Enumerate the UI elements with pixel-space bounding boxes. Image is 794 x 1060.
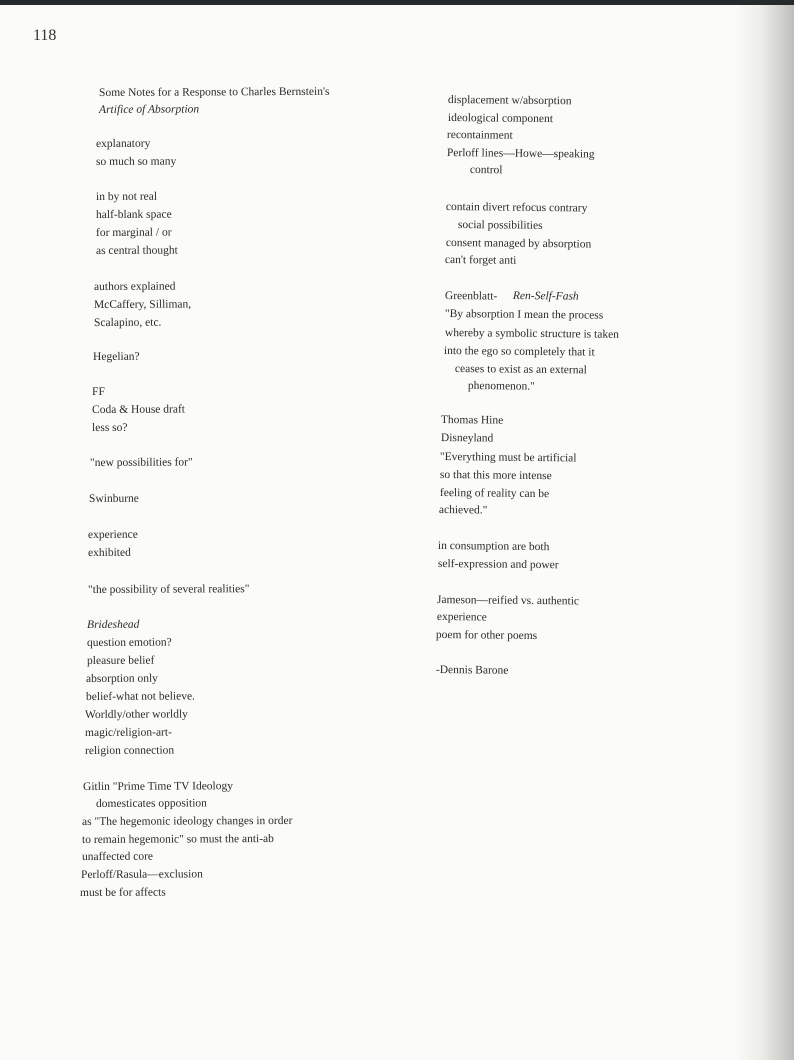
right-column-line: achieved." bbox=[438, 503, 488, 517]
right-column-line: Greenblatt- bbox=[444, 289, 498, 303]
left-column-line: "new possibilities for" bbox=[90, 456, 193, 469]
right-column-line: can't forget anti bbox=[444, 253, 517, 267]
right-column-line: experience bbox=[436, 610, 487, 624]
left-column-line: Coda & House draft bbox=[92, 403, 186, 416]
right-column-line: Jameson—reified vs. authentic bbox=[436, 593, 580, 608]
right-column-line: "Everything must be artificial bbox=[439, 450, 577, 465]
left-column-line: religion connection bbox=[85, 744, 175, 757]
right-column-line: contain divert refocus contrary bbox=[445, 200, 588, 215]
left-column-line: Worldly/other worldly bbox=[85, 708, 188, 721]
right-column-line: Thomas Hine bbox=[440, 413, 504, 427]
left-column-line: question emotion? bbox=[87, 636, 172, 649]
right-column-line: into the ego so completely that it bbox=[443, 344, 595, 359]
right-column-line: poem for other poems bbox=[435, 628, 538, 643]
right-column-line: social possibilities bbox=[457, 218, 543, 232]
left-column-line: half-blank space bbox=[96, 208, 172, 221]
left-column-line: pleasure belief bbox=[87, 654, 155, 667]
left-column-line: explanatory bbox=[96, 137, 151, 150]
right-column-line: whereby a symbolic structure is taken bbox=[444, 326, 620, 341]
left-column-line: magic/religion-art- bbox=[85, 726, 172, 739]
right-column-line: -Dennis Barone bbox=[435, 663, 509, 677]
right-column-line: "By absorption I mean the process bbox=[444, 307, 604, 322]
right-column-line: Ren-Self-Fash bbox=[512, 289, 579, 303]
left-column-line: to remain hegemonic" so must the anti-ab bbox=[82, 832, 274, 846]
left-column-line: domesticates opposition bbox=[96, 797, 207, 810]
left-column-line: absorption only bbox=[86, 672, 158, 685]
left-column-line: Gitlin "Prime Time TV Ideology bbox=[83, 780, 234, 793]
right-column-line: Perloff lines—Howe—speaking bbox=[446, 146, 595, 161]
right-column-line: displacement w/absorption bbox=[447, 93, 572, 108]
right-column-line: Disneyland bbox=[440, 431, 494, 445]
right-column-line: phenomenon." bbox=[467, 379, 535, 393]
right-column-line: self-expression and power bbox=[437, 557, 559, 572]
left-column-line: so much so many bbox=[96, 155, 177, 168]
left-column-line: exhibited bbox=[88, 546, 131, 559]
left-column-line: Swinburne bbox=[89, 492, 139, 505]
right-column-line: recontainment bbox=[446, 128, 513, 142]
page-number: 118 bbox=[33, 27, 57, 44]
right-column-line: ideological component bbox=[447, 111, 554, 126]
left-column-line: Artifice of Absorption bbox=[99, 103, 200, 116]
left-column-line: must be for affects bbox=[80, 886, 166, 899]
left-column-line: Brideshead bbox=[87, 618, 140, 631]
left-column-line: for marginal / or bbox=[96, 226, 172, 239]
right-column-line: control bbox=[469, 163, 503, 177]
right-column-line: ceases to exist as an external bbox=[454, 362, 587, 377]
left-column-line: belief-what not believe. bbox=[86, 690, 195, 703]
left-column-line: as "The hegemonic ideology changes in order bbox=[82, 814, 293, 828]
right-column-line: feeling of reality can be bbox=[439, 486, 550, 501]
right-column-line: consent managed by absorption bbox=[445, 236, 592, 251]
left-column-line: "the possibility of several realities" bbox=[88, 583, 250, 596]
left-column-line: authors explained bbox=[94, 280, 176, 293]
left-column-line: Hegelian? bbox=[93, 350, 140, 363]
left-column-line: FF bbox=[92, 385, 105, 398]
right-column-line: so that this more intense bbox=[439, 468, 552, 483]
page-gutter-shadow bbox=[735, 5, 794, 1060]
left-column-line: McCaffery, Silliman, bbox=[94, 298, 192, 311]
left-column-line: less so? bbox=[92, 421, 128, 434]
left-column-line: experience bbox=[88, 528, 138, 541]
left-column-line: in by not real bbox=[96, 190, 158, 203]
right-column-line: in consumption are both bbox=[437, 539, 550, 554]
left-column-line: as central thought bbox=[96, 244, 178, 257]
left-column-line: unaffected core bbox=[82, 850, 154, 863]
left-column-line: Perloff/Rasula—exclusion bbox=[81, 868, 203, 881]
left-column-line: Some Notes for a Response to Charles Bernstein's bbox=[99, 85, 330, 99]
left-column-line: Scalapino, etc. bbox=[94, 316, 162, 329]
